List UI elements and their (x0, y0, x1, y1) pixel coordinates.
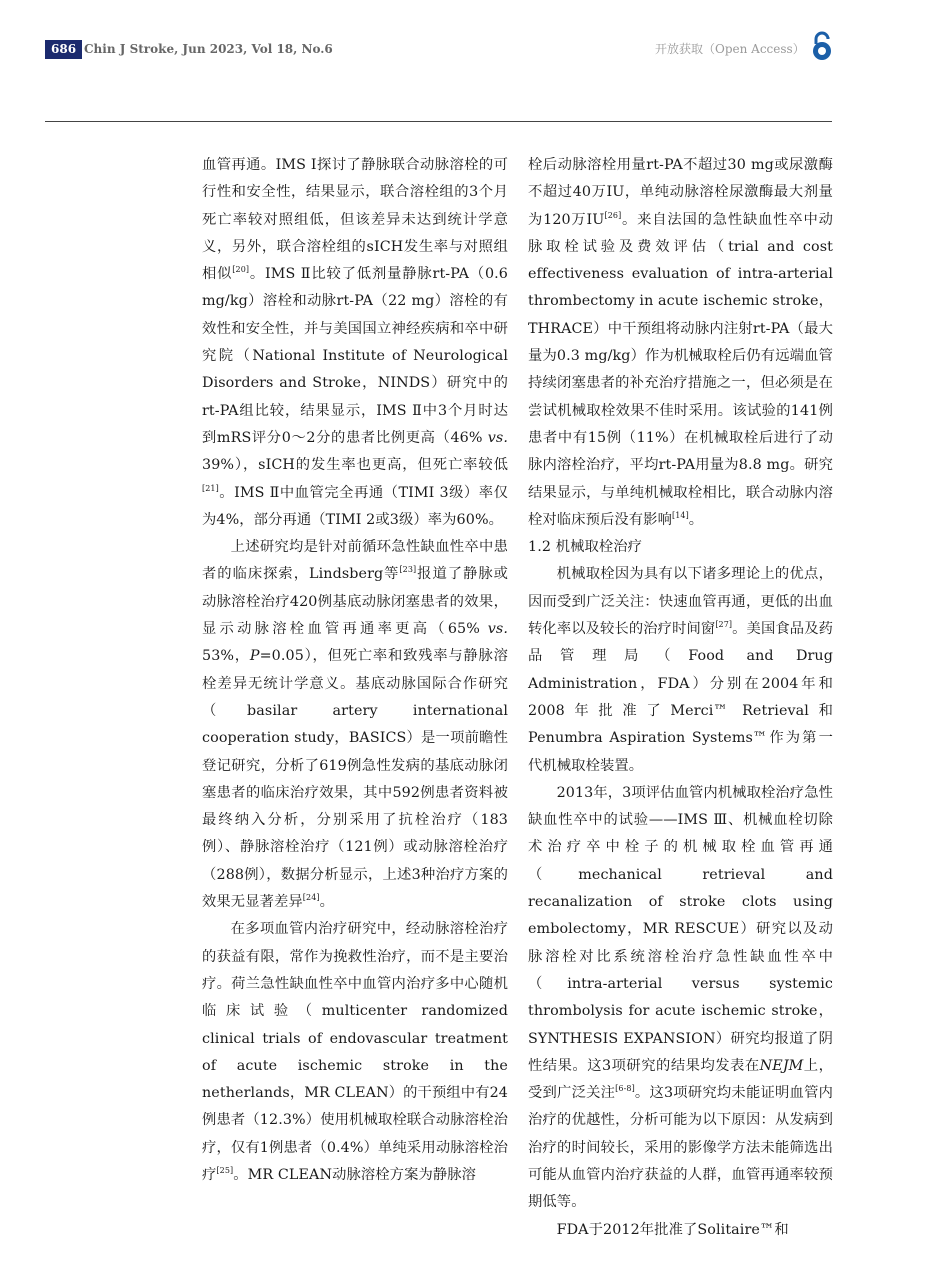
citation[interactable]: [21] (202, 483, 219, 493)
page-number: 686 (45, 40, 82, 59)
header-rule (45, 121, 832, 122)
paragraph: 栓后动脉溶栓用量rt-PA不超过30 mg或尿激酶不超过40万IU，单纯动脉溶栓尿激酶最大剂量为120万IU[26]。来自法国的急性缺血性卒中动脉取栓试验及费效评估（trial and cost effectiveness evaluation of intra-arterial thrombectomy in acute ischemic stroke，THRACE）中干预组将动脉内注射rt-PA（最大量为0.3 mg/kg）作为机械取栓后仍有远端血管持续闭塞患者的补充治疗措施之一，但必须是在尝试机械取栓效果不佳时采用。该试验的141例患者中有15例（11%）在机械取栓后进行了动脉内溶栓治疗，平均rt-PA用量为8.8 mg。研究结果显示，与单纯机械取栓相比，联合动脉内溶栓对临床预后没有影响[14]。 (528, 157, 834, 528)
paragraph: FDA于2012年批准了Solitaire™和 (556, 1221, 789, 1238)
section-heading: 1.2 机械取栓治疗 (528, 539, 643, 556)
citation[interactable]: [14] (671, 511, 689, 521)
citation[interactable]: [27] (715, 620, 733, 630)
citation[interactable]: [26] (604, 210, 622, 220)
open-access-lock-icon (810, 31, 834, 61)
right-column (528, 152, 833, 1244)
paragraph: 机械取栓因为具有以下诸多理论上的优点，因而受到广泛关注：快速血管再通，更低的出血转化率以及较长的治疗时间窗[27]。美国食品及药品管理局（Food and Drug Administration，FDA）分别在2004年和2008年批准了Merci™ Retrieval和Penumbra Aspiration Systems™作为第一代机械取栓装置。 (528, 566, 833, 774)
citation[interactable]: [24] (302, 893, 320, 903)
open-access-label: 开放获取（Open Access） (655, 42, 805, 56)
paragraph: 血管再通。IMS I探讨了静脉联合动脉溶栓的可行性和安全性，结果显示，联合溶栓组的3个月死亡率较对照组低，但该差异未达到统计学意义，另外，联合溶栓组的sICH发生率与对照组相似[20]。IMS Ⅱ比较了低剂量静脉rt-PA（0.6 mg/kg）溶栓和动脉rt-PA（22 mg）溶栓的有效性和安全性，并与美国国立神经疾病和卒中研究院（National Institute of Neurological Disorders and Stroke，NINDS）研究中的rt-PA组比较，结果显示，IMS Ⅱ中3个月时达到mRS评分0～2分的患者比例更高（46% vs. 39%），sICH的发生率也更高，但死亡率较低[21]。IMS Ⅱ中血管完全再通（TIMI 3级）率仅为4%，部分再通（TIMI 2或3级）率为60%。 (202, 157, 509, 528)
page-header (0, 0, 943, 124)
citation[interactable]: [23] (399, 565, 417, 575)
journal-citation: Chin J Stroke, Jun 2023, Vol 18, No.6 (84, 42, 333, 56)
paragraph: 2013年，3项评估血管内机械取栓治疗急性缺血性卒中的试验——IMS Ⅲ、机械血栓切除术治疗卒中栓子的机械取栓血管再通（mechanical retrieval and recanalization of stroke clots using embolectomy，MR RESCUE）研究以及动脉溶栓对比系统溶栓治疗急性缺血性卒中（intra-arterial versus systemic thrombolysis for acute ischemic stroke，SYNTHESIS EXPANSION）研究均报道了阴性结果。这3项研究的结果均发表在NEJM上，受到广泛关注[6-8]。这3项研究均未能证明血管内治疗的优越性，分析可能为以下原因：从发病到治疗的时间较长，采用的影像学方法未能筛选出可能从血管内治疗获益的人群，血管再通率较预期低等。 (528, 784, 833, 1211)
citation[interactable]: [6-8] (615, 1084, 635, 1094)
citation[interactable]: [20] (232, 265, 250, 275)
citation[interactable]: [25] (216, 1166, 234, 1176)
paragraph: 在多项血管内治疗研究中，经动脉溶栓治疗的获益有限，常作为挽救性治疗，而不是主要治疗。荷兰急性缺血性卒中血管内治疗多中心随机临床试验（multicenter randomized clinical trials of endovascular treatment of acute ischemic stroke in the netherlands，MR CLEAN）的干预组中有24例患者（12.3%）使用机械取栓联合动脉溶栓治疗，仅有1例患者（0.4%）单纯采用动脉溶栓治疗[25]。MR CLEAN动脉溶栓方案为静脉溶 (202, 921, 508, 1183)
left-column (202, 152, 508, 1189)
paragraph: 上述研究均是针对前循环急性缺血性卒中患者的临床探索，Lindsberg等[23]报道了静脉或动脉溶栓治疗420例基底动脉闭塞患者的效果，显示动脉溶栓血管再通率更高（65% vs. 53%，P=0.05），但死亡率和致残率与静脉溶栓差异无统计学意义。基底动脉国际合作研究（basilar artery international cooperation study，BASICS）是一项前瞻性登记研究，分析了619例急性发病的基底动脉闭塞患者的临床治疗效果，其中592例患者资料被最终纳入分析，分别采用了抗栓治疗（183例）、静脉溶栓治疗（121例）或动脉溶栓治疗（288例），数据分析显示，上述3种治疗方案的效果无显著差异[24]。 (202, 539, 508, 911)
